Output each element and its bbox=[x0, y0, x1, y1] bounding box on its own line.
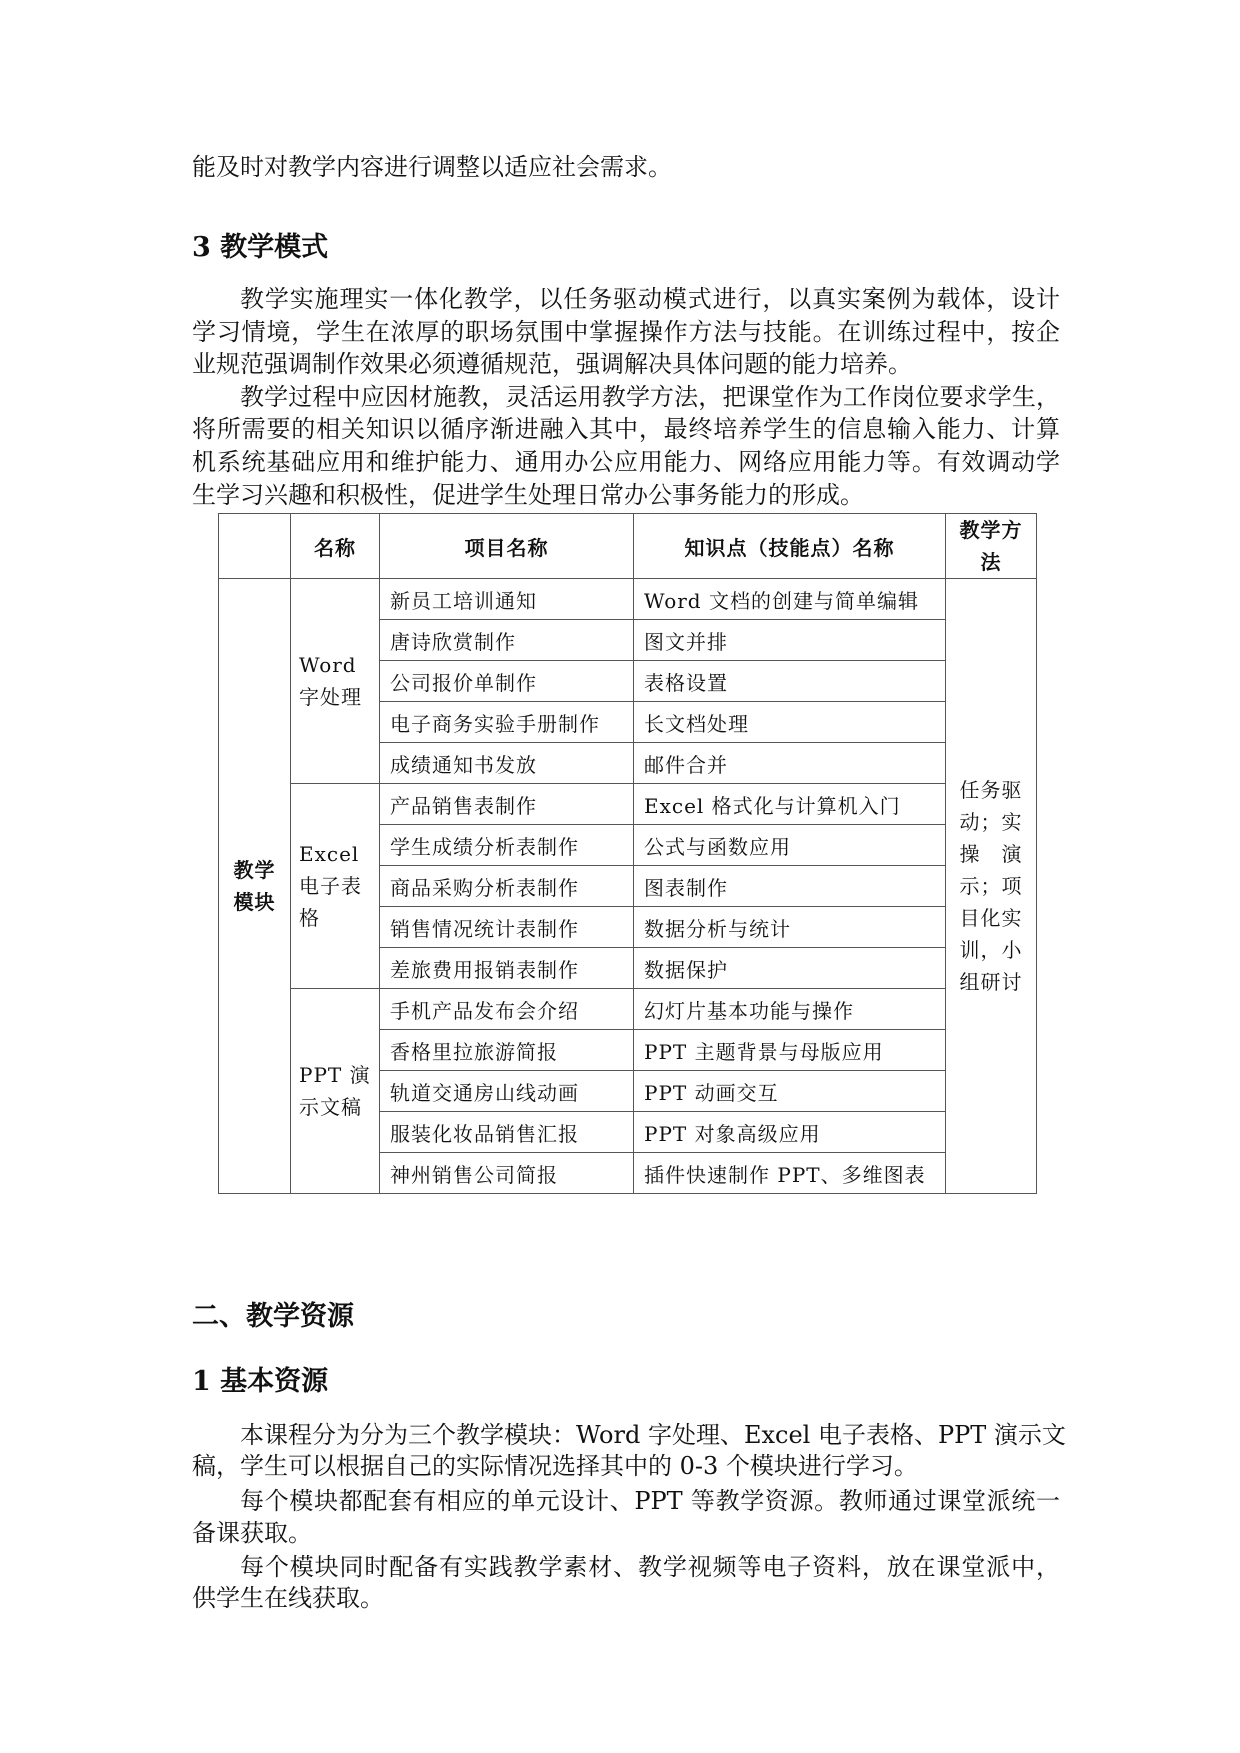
module-group-name-text: Excel bbox=[299, 842, 360, 866]
column-header-text: 知识点（技能点）名称 bbox=[684, 535, 895, 560]
project-name bbox=[380, 1071, 634, 1112]
knowledge-point bbox=[634, 1030, 946, 1071]
module-label-text: 教学 bbox=[233, 858, 276, 882]
knowledge-point bbox=[634, 743, 946, 784]
knowledge-point bbox=[634, 1153, 946, 1194]
para2-line: 将所需要的相关知识以循序渐进融入其中，最终培养学生的信息输入能力、计算 bbox=[192, 415, 1060, 443]
knowledge-point bbox=[634, 907, 946, 948]
knowledge-point-text: PPT 主题背景与母版应用 bbox=[644, 1039, 884, 1064]
teaching-method-text: 训，小 bbox=[959, 938, 1023, 962]
project-name-text: 香格里拉旅游简报 bbox=[390, 1039, 558, 1064]
module-group-name-text: 示文稿 bbox=[299, 1095, 362, 1119]
column-header-text: 项目名称 bbox=[464, 535, 549, 560]
project-name-text: 轨道交通房山线动画 bbox=[390, 1080, 579, 1105]
knowledge-point-text: PPT 动画交互 bbox=[644, 1080, 779, 1105]
knowledge-point bbox=[634, 825, 946, 866]
teaching-module-table bbox=[218, 513, 1037, 1194]
table-row bbox=[219, 989, 1037, 1030]
header-empty bbox=[219, 514, 291, 579]
knowledge-point-text: PPT 对象高级应用 bbox=[644, 1121, 821, 1146]
knowledge-point bbox=[634, 579, 946, 620]
project-name bbox=[380, 1030, 634, 1071]
project-name-text: 公司报价单制作 bbox=[390, 670, 537, 695]
module-group-name-text: 电子表 bbox=[299, 874, 362, 898]
teaching-method-text: 任务驱 bbox=[959, 778, 1023, 802]
project-name-text: 新员工培训通知 bbox=[390, 588, 537, 613]
knowledge-point bbox=[634, 702, 946, 743]
para1-line: 教学实施理实一体化教学，以任务驱动模式进行，以真实案例为载体，设计 bbox=[240, 285, 1060, 313]
project-name bbox=[380, 1153, 634, 1194]
project-name bbox=[380, 743, 634, 784]
knowledge-point bbox=[634, 1071, 946, 1112]
module-group-name bbox=[291, 784, 380, 989]
module-label-text: 模块 bbox=[233, 890, 276, 914]
para1-line: 业规范强调制作效果必须遵循规范，强调解决具体问题的能力培养。 bbox=[192, 350, 912, 378]
section-heading-basic-resources: 1 基本资源 bbox=[192, 1366, 329, 1397]
knowledge-point-text: 幻灯片基本功能与操作 bbox=[644, 998, 854, 1023]
knowledge-point-text: 长文档处理 bbox=[644, 711, 749, 736]
project-name-text: 销售情况统计表制作 bbox=[390, 916, 579, 941]
column-header-method-text: 法 bbox=[980, 550, 1002, 574]
knowledge-point-text: 图表制作 bbox=[644, 875, 728, 900]
section-heading-teaching-mode: 3 教学模式 bbox=[192, 232, 329, 263]
project-name-text: 成绩通知书发放 bbox=[390, 752, 537, 777]
project-name bbox=[380, 1112, 634, 1153]
project-name bbox=[380, 907, 634, 948]
project-name bbox=[380, 620, 634, 661]
knowledge-point bbox=[634, 661, 946, 702]
module-group-name-text: PPT 演 bbox=[299, 1063, 371, 1087]
project-name bbox=[380, 702, 634, 743]
teaching-method-text: 目化实 bbox=[959, 906, 1023, 930]
knowledge-point bbox=[634, 989, 946, 1030]
knowledge-point-text: 插件快速制作 PPT、多维图表 bbox=[644, 1162, 926, 1187]
module-group-name-text: Word bbox=[299, 653, 357, 677]
project-name bbox=[380, 661, 634, 702]
project-name bbox=[380, 784, 634, 825]
project-name bbox=[380, 825, 634, 866]
project-name-text: 手机产品发布会介绍 bbox=[390, 998, 579, 1023]
knowledge-point-text: 数据保护 bbox=[644, 957, 728, 982]
column-header-method bbox=[946, 514, 1037, 579]
teaching-method-text: 组研讨 bbox=[959, 970, 1023, 994]
knowledge-point-text: Excel 格式化与计算机入门 bbox=[644, 793, 901, 818]
module-group-name bbox=[291, 579, 380, 784]
knowledge-point-text: 邮件合并 bbox=[644, 752, 728, 777]
para1-line: 学习情境，学生在浓厚的职场氛围中掌握操作方法与技能。在训练过程中，按企 bbox=[192, 318, 1060, 346]
knowledge-point bbox=[634, 784, 946, 825]
teaching-method bbox=[946, 579, 1037, 1194]
column-header-method-text: 教学方 bbox=[959, 518, 1023, 542]
project-name bbox=[380, 948, 634, 989]
para2-line: 生学习兴趣和积极性，促进学生处理日常办公事务能力的形成。 bbox=[192, 481, 864, 509]
para5-line: 供学生在线获取。 bbox=[192, 1584, 384, 1612]
table-header-row bbox=[219, 514, 1037, 579]
knowledge-point-text: 表格设置 bbox=[644, 670, 728, 695]
para2-line: 机系统基础应用和维护能力、通用办公应用能力、网络应用能力等。有效调动学 bbox=[192, 448, 1060, 476]
column-header-text: 名称 bbox=[314, 535, 356, 560]
project-name-text: 学生成绩分析表制作 bbox=[390, 834, 579, 859]
para4-line: 每个模块都配套有相应的单元设计、PPT 等教学资源。教师通过课堂派统一 bbox=[240, 1487, 1060, 1515]
table-row bbox=[219, 784, 1037, 825]
para3-line: 本课程分为分为三个教学模块：Word 字处理、Excel 电子表格、PPT 演示文 bbox=[240, 1421, 1066, 1449]
project-name-text: 商品采购分析表制作 bbox=[390, 875, 579, 900]
module-group-name bbox=[291, 989, 380, 1194]
para3-line: 稿，学生可以根据自己的实际情况选择其中的 0-3 个模块进行学习。 bbox=[192, 1452, 918, 1480]
project-name-text: 产品销售表制作 bbox=[390, 793, 537, 818]
column-header bbox=[634, 514, 946, 579]
para5-line: 每个模块同时配备有实践教学素材、教学视频等电子资料，放在课堂派中， bbox=[240, 1553, 1060, 1581]
module-group-name-text: 字处理 bbox=[299, 685, 362, 709]
knowledge-point-text: Word 文档的创建与简单编辑 bbox=[644, 588, 919, 613]
module-label bbox=[219, 579, 291, 1194]
para4-line: 备课获取。 bbox=[192, 1519, 312, 1547]
project-name bbox=[380, 866, 634, 907]
knowledge-point bbox=[634, 948, 946, 989]
section-heading-teaching-resources: 二、教学资源 bbox=[192, 1301, 354, 1332]
teaching-method-text: 动；实 bbox=[959, 810, 1023, 834]
project-name-text: 电子商务实验手册制作 bbox=[390, 711, 600, 736]
project-name-text: 唐诗欣赏制作 bbox=[390, 629, 516, 654]
column-header bbox=[380, 514, 634, 579]
knowledge-point bbox=[634, 866, 946, 907]
project-name-text: 差旅费用报销表制作 bbox=[390, 957, 579, 982]
knowledge-point-text: 数据分析与统计 bbox=[644, 916, 791, 941]
project-name bbox=[380, 989, 634, 1030]
knowledge-point-text: 图文并排 bbox=[644, 629, 728, 654]
project-name bbox=[380, 579, 634, 620]
intro_tail-line: 能及时对教学内容进行调整以适应社会需求。 bbox=[192, 153, 672, 181]
column-header bbox=[291, 514, 380, 579]
knowledge-point bbox=[634, 620, 946, 661]
teaching-method-text: 示；项 bbox=[959, 874, 1023, 898]
module-group-name-text: 格 bbox=[299, 906, 320, 930]
knowledge-point-text: 公式与函数应用 bbox=[644, 834, 791, 859]
project-name-text: 神州销售公司简报 bbox=[390, 1162, 558, 1187]
project-name-text: 服装化妆品销售汇报 bbox=[390, 1121, 579, 1146]
table-row bbox=[219, 579, 1037, 620]
knowledge-point bbox=[634, 1112, 946, 1153]
para2-line: 教学过程中应因材施教，灵活运用教学方法，把课堂作为工作岗位要求学生， bbox=[240, 383, 1060, 411]
teaching-method-text: 操 演 bbox=[959, 842, 1023, 866]
